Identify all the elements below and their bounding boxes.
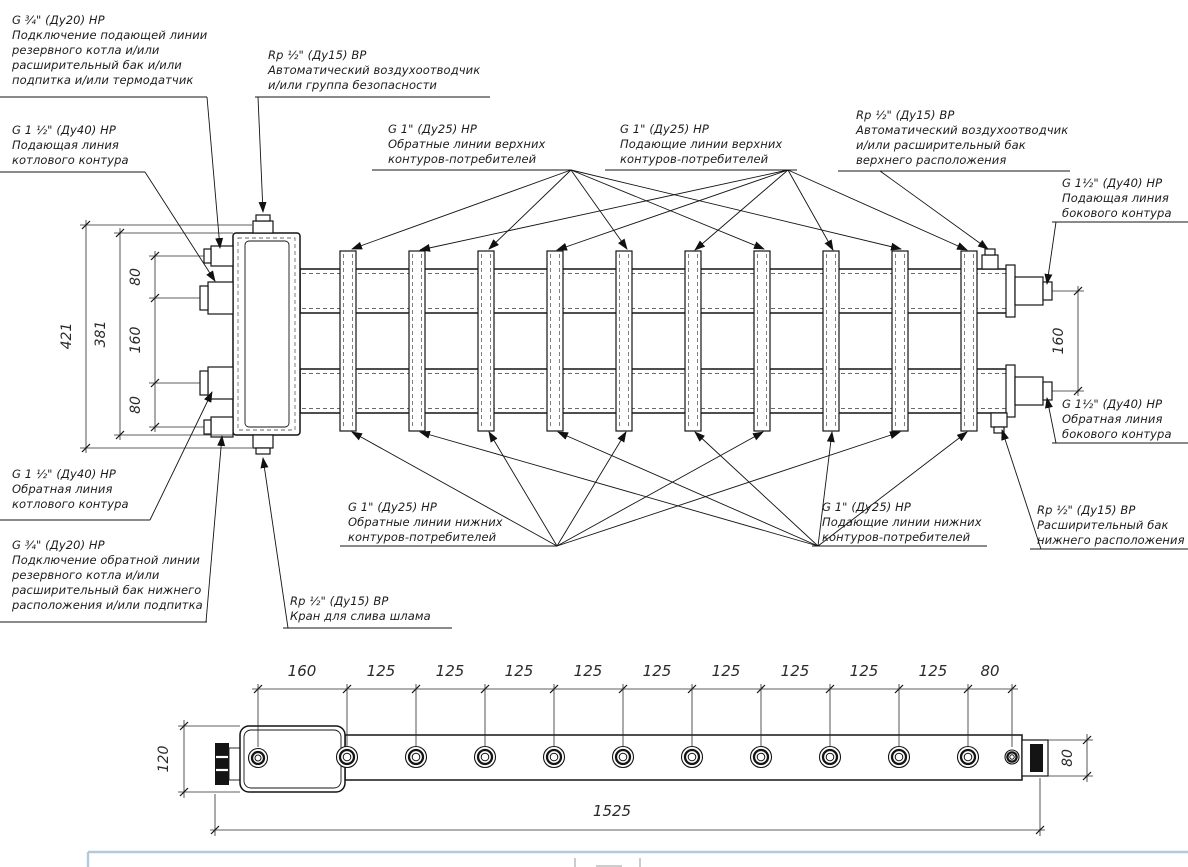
callout-line: контуров-потребителей xyxy=(348,530,497,544)
callout-line: бокового контура xyxy=(1062,427,1172,441)
dim-body-width: 120 xyxy=(156,745,172,773)
callout-line: Подающая линия xyxy=(1062,191,1169,205)
callout-line: Подключение подающей линии xyxy=(12,28,208,42)
callout-side-supply xyxy=(1062,176,1172,221)
separator-vent-stub xyxy=(253,221,273,233)
dim-overall-length: 1525 xyxy=(592,802,632,820)
dim-spacing-0: 160 xyxy=(287,662,317,680)
side-supply-nipple xyxy=(1043,282,1052,300)
separator-vent-cap xyxy=(256,215,270,221)
branch-pipe xyxy=(409,251,425,431)
branch-pipe xyxy=(547,251,563,431)
port-reserve-top xyxy=(211,246,233,266)
dim-spacing-1: 125 xyxy=(366,662,396,680)
dim-overall-height: 421 xyxy=(59,322,75,350)
callout-line: Расширительный бак xyxy=(1037,518,1169,532)
dim-spacing-4: 125 xyxy=(573,662,603,680)
branch-pipe xyxy=(892,251,908,431)
callout-line: котлового контура xyxy=(12,153,129,167)
branch-pipe xyxy=(961,251,977,431)
callout-line: Rp ½" (Ду15) ВР xyxy=(856,108,955,122)
callout-line: Подающие линии нижних xyxy=(822,515,982,529)
right-vent-cap xyxy=(985,249,995,255)
callout-line: Обратные линии верхних xyxy=(388,137,546,151)
callout-line: верхнего расположения xyxy=(856,153,1007,167)
callout-line: контуров-потребителей xyxy=(822,530,971,544)
callout-line: контуров-потребителей xyxy=(388,152,537,166)
callout-drain xyxy=(290,594,431,624)
callout-line: G 1½" (Ду40) НР xyxy=(1062,397,1163,411)
branch-pipe xyxy=(823,251,839,431)
callout-line: подпитка и/или термодатчик xyxy=(12,73,194,87)
separator-drain-cap xyxy=(256,448,270,454)
port-reserve-bottom xyxy=(211,417,233,437)
callout-line: Rp ½" (Ду15) ВР xyxy=(268,48,367,62)
branch-pipe xyxy=(616,251,632,431)
callout-line: и/или группа безопасности xyxy=(268,78,437,92)
dim-spacing-9: 125 xyxy=(918,662,948,680)
stamp-fragment xyxy=(575,858,640,867)
dim-spacing-2: 125 xyxy=(435,662,465,680)
callout-line: расширительный бак нижнего xyxy=(12,583,202,597)
dim-port-mid: 160 xyxy=(128,326,144,354)
dim-port-bottom: 80 xyxy=(128,396,144,414)
callout-line: котлового контура xyxy=(12,497,129,511)
upper-end-plate xyxy=(1006,265,1015,317)
right-vent-stub xyxy=(982,255,998,269)
dim-spacing-7: 125 xyxy=(780,662,810,680)
callout-line: Подающие линии верхних xyxy=(620,137,783,151)
callout-line: резервного котла и/или xyxy=(12,568,160,582)
dim-spacing-8: 125 xyxy=(849,662,879,680)
port-reserve-bottom-cap xyxy=(204,420,211,434)
callout-line: Rp ½" (Ду15) ВР xyxy=(1037,503,1136,517)
dim-side-gap: 160 xyxy=(1051,327,1067,355)
dim-spacing-6: 125 xyxy=(711,662,741,680)
callout-line: Автоматический воздухоотводчик xyxy=(856,123,1069,137)
callout-line: Подающая линия xyxy=(12,138,119,152)
callout-line: Подключение обратной линии xyxy=(12,553,200,567)
port-boiler-supply xyxy=(208,282,233,314)
callout-line: G ¾" (Ду20) НР xyxy=(12,538,105,552)
bottom-left-flange xyxy=(215,743,229,785)
port-reserve-top-cap xyxy=(204,249,211,263)
branch-pipe xyxy=(685,251,701,431)
right-expansion-stub xyxy=(991,413,1007,427)
side-supply-stub xyxy=(1015,277,1043,305)
dim-spacing-5: 125 xyxy=(642,662,672,680)
callout-expansion-bottom-right xyxy=(1037,503,1185,548)
callout-line: расширительный бак и/или xyxy=(12,58,182,72)
callout-boiler-reserve-bottom xyxy=(12,538,203,613)
callout-line: нижнего расположения xyxy=(1037,533,1185,547)
callout-air-vent-right xyxy=(856,108,1068,168)
callout-line: Обратная линия xyxy=(1062,412,1163,426)
callout-line: бокового контура xyxy=(1062,206,1172,220)
callout-line: G ¾" (Ду20) НР xyxy=(12,13,105,27)
dim-end-width: 80 xyxy=(1060,749,1076,767)
branch-pipe xyxy=(478,251,494,431)
front-view xyxy=(200,215,1052,454)
branch-pipe xyxy=(754,251,770,431)
callout-upper-return xyxy=(388,122,545,167)
callout-line: G 1" (Ду25) НР xyxy=(348,500,437,514)
side-return-nipple xyxy=(1043,382,1052,400)
separator-drain-stub xyxy=(253,435,273,448)
callout-line: Кран для слива шлама xyxy=(290,609,431,623)
separator-body xyxy=(233,233,300,435)
port-boiler-return-cap xyxy=(200,371,208,395)
callout-boiler-supply xyxy=(12,123,129,168)
callout-line: резервного котла и/или xyxy=(12,43,160,57)
callout-line: G 1 ½" (Ду40) НР xyxy=(12,467,116,481)
callout-lower-return xyxy=(348,500,503,545)
callout-line: Автоматический воздухоотводчик xyxy=(268,63,481,77)
bottom-right-flange xyxy=(1030,744,1043,772)
callout-line: G 1 ½" (Ду40) НР xyxy=(12,123,116,137)
callout-air-vent-top xyxy=(268,48,480,93)
lower-end-plate xyxy=(1006,365,1015,417)
callout-boiler-reserve-top xyxy=(12,13,207,88)
dim-body-height: 381 xyxy=(93,320,109,348)
port-boiler-return xyxy=(208,367,233,399)
side-return-stub xyxy=(1015,377,1043,405)
callout-upper-supply xyxy=(620,122,782,167)
callout-line: G 1" (Ду25) НР xyxy=(388,122,477,136)
dim-port-top: 80 xyxy=(128,268,144,286)
callout-line: Rp ½" (Ду15) ВР xyxy=(290,594,389,608)
callout-line: контуров-потребителей xyxy=(620,152,769,166)
branch-pipe xyxy=(340,251,356,431)
callout-boiler-return xyxy=(12,467,129,512)
callout-line: и/или расширительный бак xyxy=(856,138,1026,152)
callout-line: G 1" (Ду25) НР xyxy=(620,122,709,136)
dim-spacing-3: 125 xyxy=(504,662,534,680)
port-boiler-supply-cap xyxy=(200,286,208,310)
callout-side-return xyxy=(1062,397,1172,442)
callout-lower-supply xyxy=(822,500,982,545)
bottom-left-plate xyxy=(229,748,240,780)
bottom-view xyxy=(215,684,1048,792)
callout-line: Обратная линия xyxy=(12,482,113,496)
callout-line: Обратные линии нижних xyxy=(348,515,503,529)
callout-line: расположения и/или подпитка xyxy=(12,598,203,612)
callout-line: G 1" (Ду25) НР xyxy=(822,500,911,514)
dim-spacing-10: 80 xyxy=(980,662,1000,680)
callout-line: G 1½" (Ду40) НР xyxy=(1062,176,1163,190)
